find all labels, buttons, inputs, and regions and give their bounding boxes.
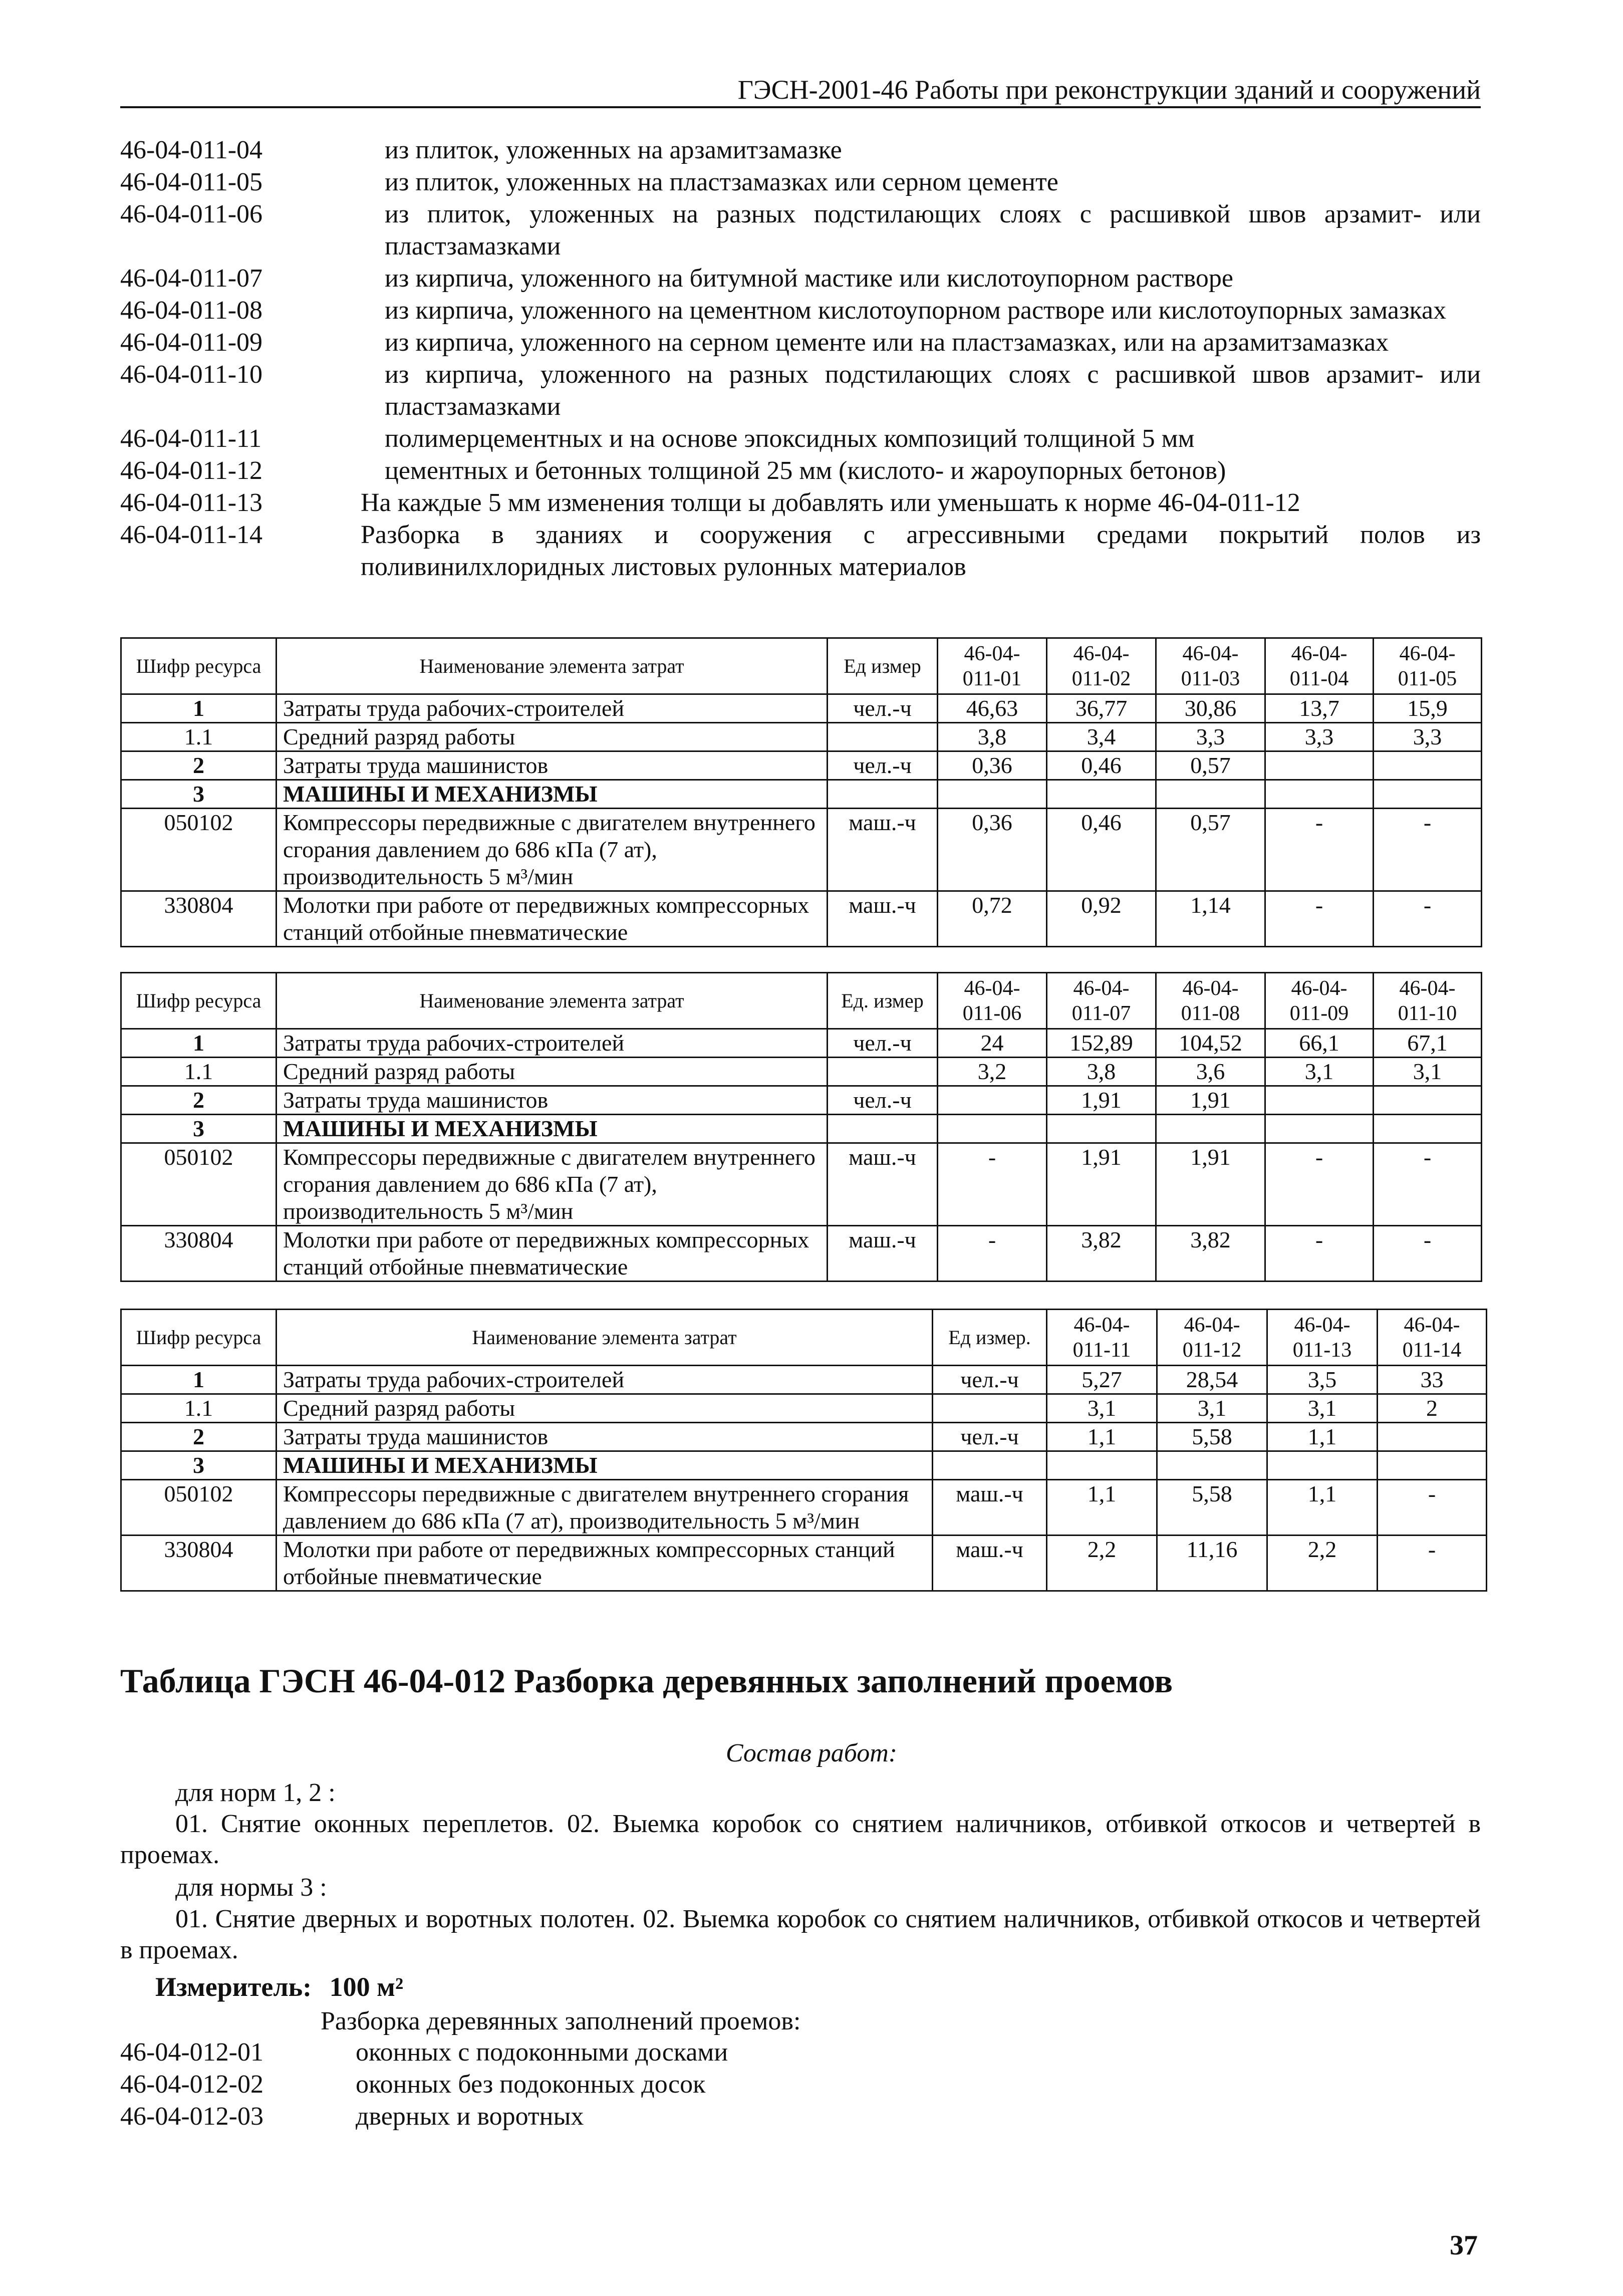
cell-value: - [1378,1480,1487,1536]
norm-description: из кирпича, уложенного на цементном кислотоупорном растворе или кислотоупорных замазках [385,296,1447,325]
list-item [120,198,1481,263]
norm-header: 46-04- 011-09 [1265,973,1374,1029]
table-header-row [121,973,1482,1029]
row-name: Компрессоры передвижные с двигателем внутреннего сгорания давлением до 686 кПа (7 ат), производительность 5 м³/мин [277,1143,828,1226]
row-unit: маш.-ч [933,1480,1047,1536]
cell-value: 3,3 [1374,723,1482,751]
row-unit: маш.-ч [828,1226,938,1282]
norm-header: 46-04- 011-14 [1378,1310,1487,1366]
cell-value: 3,1 [1267,1394,1378,1423]
norm-description: На каждые 5 мм изменения толщи ы добавлять или уменьшать к норме 46-04-011-12 [361,488,1300,517]
cell-value: 3,4 [1047,723,1156,751]
table-row [121,1058,1482,1086]
list-item [120,263,1481,295]
cell-value: 1,1 [1047,1423,1157,1451]
cell-value: 67,1 [1374,1029,1482,1058]
list-item [120,423,1481,455]
norm-code-list [120,2036,728,2133]
section-title: Таблица ГЭСН 46-04-012 Разборка деревянных заполнений проемов [120,1662,1173,1700]
row-number: 1.1 [121,1058,277,1086]
list-item [120,2069,728,2101]
cell-value: 5,58 [1157,1480,1267,1536]
cell-value: 0,57 [1156,809,1265,891]
cell-value: 2,2 [1047,1536,1157,1591]
group-title: Разборка деревянных заполнений проемов: [321,2007,801,2035]
norm-code: 46-04-012-01 [120,2038,263,2067]
table-row [121,1423,1487,1451]
row-number: 2 [121,1086,277,1115]
row-name: Компрессоры передвижные с двигателем внутреннего сгорания давлением до 686 кПа (7 ат), производительность 5 м³/мин [277,809,828,891]
norm-description: из плиток, уложенных на разных подстилающих слоях с расшивкой швов арзамит- или пластзамазками [385,200,1481,261]
cell-value: 28,54 [1157,1366,1267,1394]
page-number: 37 [1450,2230,1478,2261]
table-row [121,751,1482,780]
cell-value: 24 [938,1029,1047,1058]
cell-value: 3,1 [1047,1394,1157,1423]
norm-header: 46-04- 011-05 [1374,638,1482,694]
row-name: Средний разряд работы [277,723,828,751]
row-unit: чел.-ч [933,1366,1047,1394]
norm-header: 46-04- 011-06 [938,973,1047,1029]
row-number: 3 [121,780,277,809]
norm-description: Разборка в зданиях и сооружения с агрессивными средами покрытий полов из поливинилхлоридных листовых рулонных материалов [361,521,1481,581]
row-number: 1 [121,1366,277,1394]
cell-value: 11,16 [1157,1536,1267,1591]
norm-header: 46-04- 011-02 [1047,638,1156,694]
norm-header: 46-04- 011-11 [1047,1310,1157,1366]
norm-description: из плиток, уложенных на пластзамазках или серном цементе [385,168,1058,196]
col-code-header: Шифр ресурса [121,1310,277,1366]
row-name: Средний разряд работы [277,1058,828,1086]
row-unit: чел.-ч [933,1423,1047,1451]
table-row [121,694,1482,723]
list-item [120,359,1481,423]
row-number: 1.1 [121,1394,277,1423]
table-row [121,1226,1482,1282]
row-number: 1 [121,1029,277,1058]
work-composition-caption: Состав работ: [725,1739,898,1767]
cell-value: 3,82 [1156,1226,1265,1282]
list-item [120,166,1481,198]
row-unit [933,1394,1047,1423]
norm-description: дверных и воротных [356,2102,584,2131]
norm-header: 46-04- 011-10 [1374,973,1482,1029]
norm-code: 46-04-011-12 [120,456,263,485]
cell-value: 3,8 [938,723,1047,751]
row-name: Затраты труда машинистов [277,1423,933,1451]
row-unit: чел.-ч [828,1029,938,1058]
cell-value: - [938,1226,1047,1282]
cell-value: 0,57 [1156,751,1265,780]
row-name: Затраты труда рабочих-строителей [277,1029,828,1058]
table-row [121,1143,1482,1226]
norms-12-label: для норм 1, 2 : [175,1778,336,1807]
cell-value: 3,1 [1157,1394,1267,1423]
cell-value: 3,3 [1156,723,1265,751]
norm-code: 46-04-011-09 [120,328,263,357]
cell-value: 1,91 [1047,1143,1156,1226]
table-row [121,780,1482,809]
row-name: Молотки при работе от передвижных компрессорных станций отбойные пневматические [277,1226,828,1282]
table-row [121,809,1482,891]
norm-description: из кирпича, уложенного на серном цементе или на пластзамазках, или на арзамитзамазках [385,328,1389,357]
row-unit: чел.-ч [828,751,938,780]
row-unit: маш.-ч [828,891,938,947]
table-header-row [121,1310,1487,1366]
meter-value: 100 м² [329,1972,404,2002]
cell-value: 1,1 [1267,1480,1378,1536]
cell-value: 1,1 [1047,1480,1157,1536]
row-number: 2 [121,751,277,780]
resource-table-1 [120,637,1482,947]
norm-header: 46-04- 011-13 [1267,1310,1378,1366]
list-item [120,455,1481,487]
meter-label: Измеритель: [155,1972,312,2002]
table-row [121,891,1482,947]
section-heading: МАШИНЫ И МЕХАНИЗМЫ [277,1451,933,1480]
col-unit-header: Ед измер [828,638,938,694]
row-unit: маш.-ч [828,809,938,891]
cell-value: - [1374,1143,1482,1226]
cell-value: - [1374,1226,1482,1282]
norm-code: 46-04-011-07 [120,264,263,293]
norm-header: 46-04- 011-08 [1156,973,1265,1029]
row-number: 1 [121,694,277,723]
section-heading: МАШИНЫ И МЕХАНИЗМЫ [277,780,828,809]
norm-code: 46-04-011-13 [120,488,263,517]
list-item [120,327,1481,359]
cell-value: 3,3 [1265,723,1374,751]
norm-description: из кирпича, уложенного на разных подстилающих слоях с расшивкой швов арзамит- или пластзамазками [385,360,1481,421]
cell-value: 3,82 [1047,1226,1156,1282]
norm-code: 46-04-011-06 [120,200,263,228]
row-number: 3 [121,1451,277,1480]
row-unit [828,1058,938,1086]
cell-value: 1,91 [1047,1086,1156,1115]
norm-description: полимерцементных и на основе эпоксидных композиций толщиной 5 мм [385,424,1195,453]
resource-code: 330804 [121,1226,277,1282]
row-unit: маш.-ч [828,1143,938,1226]
table-row [121,1366,1487,1394]
row-number: 1.1 [121,723,277,751]
cell-value: 1,91 [1156,1143,1265,1226]
cell-value: - [1374,809,1482,891]
list-item [120,487,1481,519]
norm-header: 46-04- 011-04 [1265,638,1374,694]
col-unit-header: Ед. измер [828,973,938,1029]
table-row [121,723,1482,751]
row-unit: маш.-ч [933,1536,1047,1591]
meter [155,1971,403,2002]
list-item [120,134,1481,166]
table-header-row [121,638,1482,694]
table-row [121,1451,1487,1480]
row-name: Затраты труда машинистов [277,1086,828,1115]
cell-value: 0,46 [1047,751,1156,780]
row-name: Средний разряд работы [277,1394,933,1423]
table-row [121,1029,1482,1058]
cell-value: - [1265,1143,1374,1226]
table-row [121,1086,1482,1115]
resource-code: 330804 [121,1536,277,1591]
table-row [121,1115,1482,1143]
cell-value: 0,36 [938,751,1047,780]
header-rule [120,106,1481,108]
list-item [120,2036,728,2069]
cell-value [1374,1086,1482,1115]
cell-value [938,1086,1047,1115]
cell-value: 3,8 [1047,1058,1156,1086]
norm-header: 46-04- 011-07 [1047,973,1156,1029]
cell-value: 66,1 [1265,1029,1374,1058]
cell-value: 46,63 [938,694,1047,723]
table-row [121,1394,1487,1423]
row-unit: чел.-ч [828,694,938,723]
row-unit: чел.-ч [828,1086,938,1115]
cell-value: - [1265,1226,1374,1282]
norm-code: 46-04-012-03 [120,2102,263,2131]
col-unit-header: Ед измер. [933,1310,1047,1366]
norm-header: 46-04- 011-03 [1156,638,1265,694]
resource-code: 050102 [121,809,277,891]
resource-table-3 [120,1309,1487,1592]
resource-code: 050102 [121,1143,277,1226]
col-code-header: Шифр ресурса [121,973,277,1029]
row-name: Затраты труда рабочих-строителей [277,694,828,723]
table-row [121,1480,1487,1536]
cell-value: 0,46 [1047,809,1156,891]
cell-value: - [1265,809,1374,891]
norm-code: 46-04-011-10 [120,360,263,389]
section-heading: МАШИНЫ И МЕХАНИЗМЫ [277,1115,828,1143]
norm-description: из плиток, уложенных на арзамитзамазке [385,136,842,164]
norm-code: 46-04-011-14 [120,521,263,549]
cell-value: 33 [1378,1366,1487,1394]
cell-value: 3,6 [1156,1058,1265,1086]
row-name: Молотки при работе от передвижных компрессорных станций отбойные пневматические [277,1536,933,1591]
table-row [121,1536,1487,1591]
col-name-header: Наименование элемента затрат [277,1310,933,1366]
col-name-header: Наименование элемента затрат [277,973,828,1029]
cell-value: 1,91 [1156,1086,1265,1115]
resource-code: 050102 [121,1480,277,1536]
norm-description: из кирпича, уложенного на битумной мастике или кислотоупорном растворе [385,264,1233,293]
list-item [120,519,1481,583]
cell-value: - [938,1143,1047,1226]
cell-value: 1,14 [1156,891,1265,947]
row-name: Затраты труда машинистов [277,751,828,780]
cell-value: 152,89 [1047,1029,1156,1058]
cell-value: 30,86 [1156,694,1265,723]
norm-3-label: для нормы 3 : [175,1873,327,1902]
resource-table-2 [120,972,1482,1282]
cell-value: 15,9 [1374,694,1482,723]
cell-value [1374,751,1482,780]
list-item [120,2101,728,2133]
norm-code: 46-04-011-04 [120,136,263,164]
resource-code: 330804 [121,891,277,947]
row-name: Затраты труда рабочих-строителей [277,1366,933,1394]
row-number: 3 [121,1115,277,1143]
col-name-header: Наименование элемента затрат [277,638,828,694]
cell-value: 3,1 [1265,1058,1374,1086]
cell-value [1265,751,1374,780]
cell-value: 3,2 [938,1058,1047,1086]
cell-value: 0,92 [1047,891,1156,947]
cell-value: 13,7 [1265,694,1374,723]
work-description-12: 01. Снятие оконных переплетов. 02. Выемка коробок со снятием наличников, отбивкой откосов и четвертей в проемах. [120,1810,1481,1869]
cell-value: - [1378,1536,1487,1591]
cell-value: 36,77 [1047,694,1156,723]
row-name: Компрессоры передвижные с двигателем внутреннего сгорания давлением до 686 кПа (7 ат), производительность 5 м³/мин [277,1480,933,1536]
norm-description: цементных и бетонных толщиной 25 мм (кислото- и жароупорных бетонов) [385,456,1226,485]
cell-value: 0,72 [938,891,1047,947]
cell-value: 3,1 [1374,1058,1482,1086]
norm-code: 46-04-011-05 [120,168,263,196]
row-name: Молотки при работе от передвижных компрессорных станций отбойные пневматические [277,891,828,947]
cell-value: - [1265,891,1374,947]
norm-code: 46-04-012-02 [120,2070,263,2099]
cell-value: 3,5 [1267,1366,1378,1394]
cell-value [1265,1086,1374,1115]
norm-code: 46-04-011-08 [120,296,263,325]
row-unit [828,723,938,751]
code-list [120,134,1481,583]
cell-value: - [1374,891,1482,947]
cell-value: 2,2 [1267,1536,1378,1591]
cell-value: 104,52 [1156,1029,1265,1058]
col-code-header: Шифр ресурса [121,638,277,694]
cell-value: 1,1 [1267,1423,1378,1451]
running-header: ГЭСН-2001-46 Работы при реконструкции зданий и сооружений [737,75,1481,105]
cell-value: 0,36 [938,809,1047,891]
norm-description: оконных с подоконными досками [356,2038,728,2067]
cell-value: 5,58 [1157,1423,1267,1451]
cell-value: 5,27 [1047,1366,1157,1394]
norm-code: 46-04-011-11 [120,424,262,453]
cell-value [1378,1423,1487,1451]
norm-header: 46-04- 011-01 [938,638,1047,694]
work-description-3: 01. Снятие дверных и воротных полотен. 02. Выемка коробок со снятием наличников, отбивкой откосов и четвертей в проемах. [120,1905,1481,1964]
norm-description: оконных без подоконных досок [356,2070,706,2099]
cell-value: 2 [1378,1394,1487,1423]
row-number: 2 [121,1423,277,1451]
list-item [120,295,1481,327]
norm-header: 46-04- 011-12 [1157,1310,1267,1366]
